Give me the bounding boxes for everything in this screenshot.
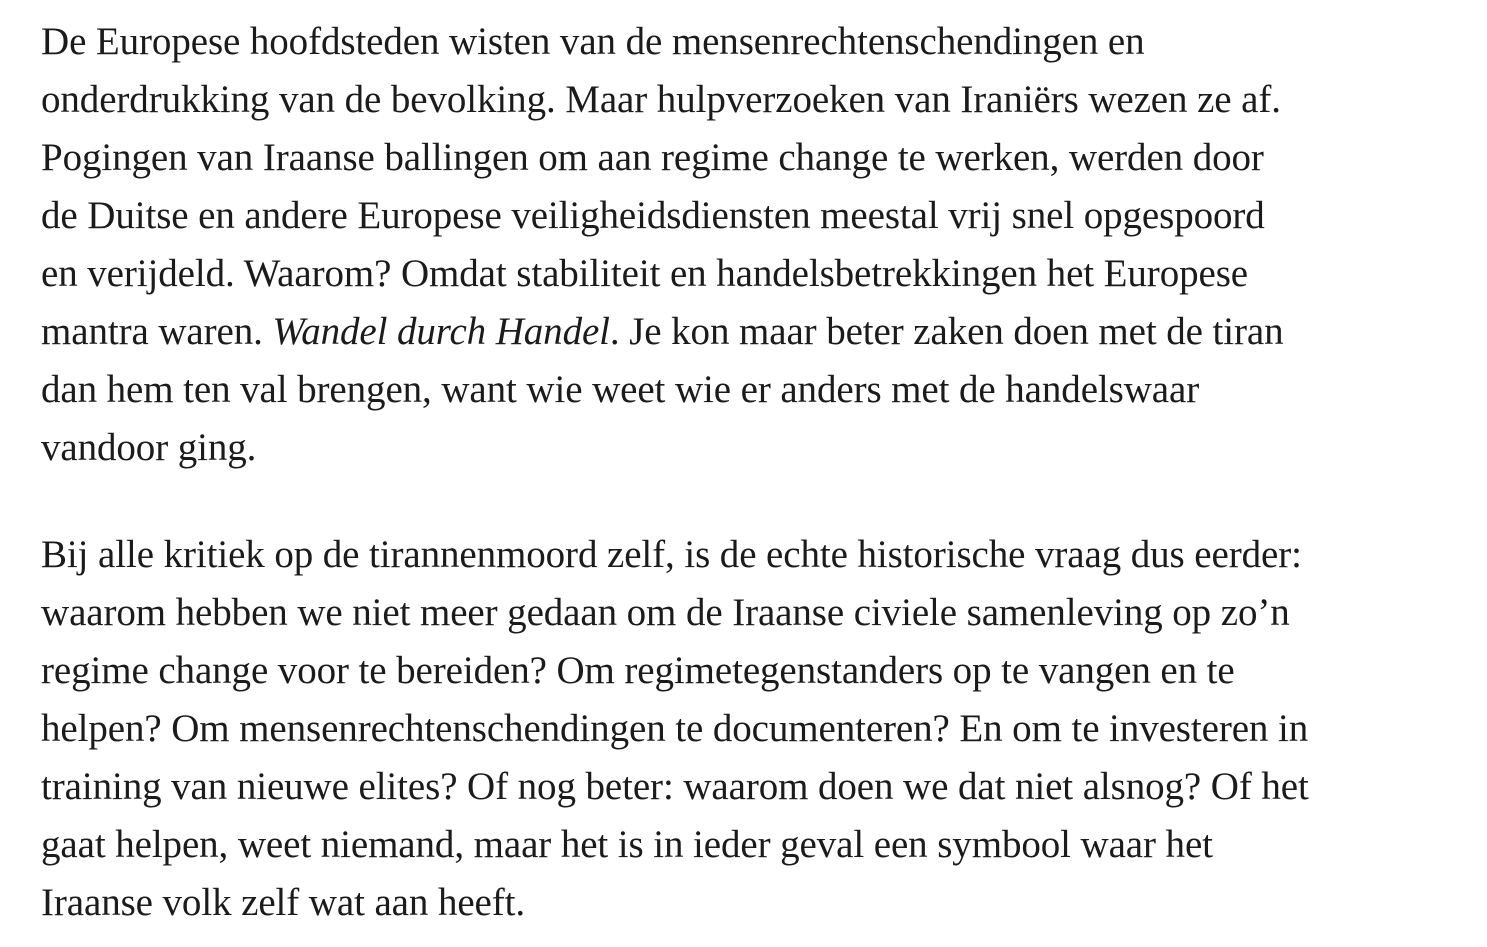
text-line: Bij alle kritiek op de tirannenmoord zelf, is de echte historische vraag dus eerder: — [41, 533, 1302, 576]
paragraph-1 — [41, 13, 1284, 477]
text-line: regime change voor te bereiden? Om regimetegenstanders op te vangen en te — [41, 649, 1235, 692]
text-line: Iraanse volk zelf wat aan heeft. — [41, 881, 526, 924]
text-after-italic: . Je kon maar beter zaken doen met de tiran — [609, 310, 1284, 353]
text-line: helpen? Om mensenrechtenschendingen te documenteren? En om te investeren in — [41, 707, 1309, 750]
text-line: dan hem ten val brengen, want wie weet wie er anders met de handelswaar — [41, 368, 1200, 411]
text-line: gaat helpen, weet niemand, maar het is in ieder geval een symbool waar het — [41, 823, 1213, 866]
text-line: training van nieuwe elites? Of nog beter: waarom doen we dat niet alsnog? Of het — [41, 765, 1309, 808]
text-line: vandoor ging. — [41, 426, 257, 469]
text-line: De Europese hoofdsteden wisten van de mensenrechtenschendingen en — [41, 20, 1145, 63]
text-line: waarom hebben we niet meer gedaan om de Iraanse civiele samenleving op zo’n — [41, 591, 1290, 634]
paragraph-2 — [41, 526, 1309, 932]
italic-phrase: Wandel durch Handel — [272, 310, 610, 353]
text-before-italic: mantra waren. — [41, 310, 273, 353]
text-line: en verijdeld. Waarom? Omdat stabiliteit en handelsbetrekkingen het Europese — [41, 252, 1248, 295]
text-line: de Duitse en andere Europese veiligheidsdiensten meestal vrij snel opgespoord — [41, 194, 1265, 237]
text-line: Pogingen van Iraanse ballingen om aan regime change te werken, werden door — [41, 136, 1264, 179]
text-line-with-italic-phrase — [41, 303, 1284, 361]
text-line: onderdrukking van de bevolking. Maar hulpverzoeken van Iraniërs wezen ze af. — [41, 78, 1281, 121]
